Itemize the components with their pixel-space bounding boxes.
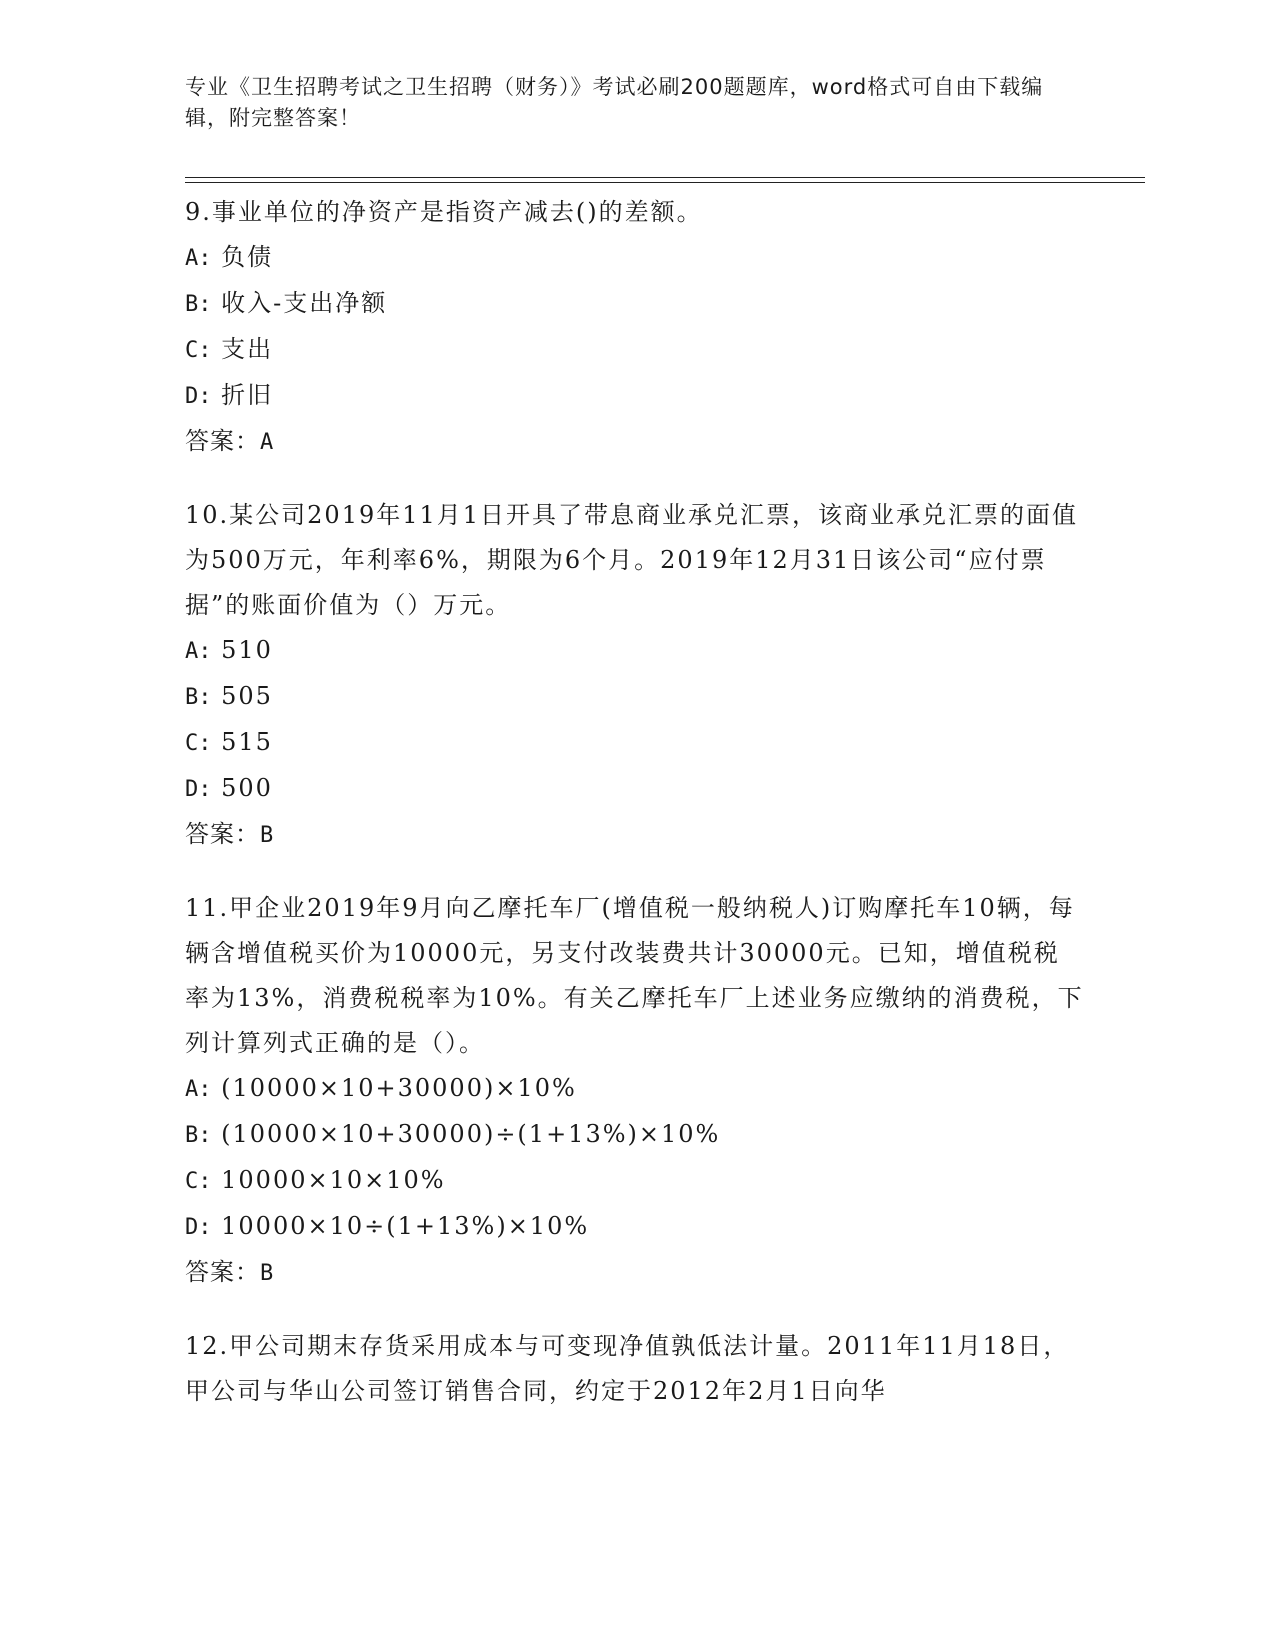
option-letter: B: bbox=[185, 685, 212, 710]
answer-value: B bbox=[260, 823, 275, 848]
question-stem: 10.某公司2019年11月1日开具了带息商业承兑汇票，该商业承兑汇票的面值为500万元，年利率6%，期限为6个月。2019年12月31日该公司“应付票据”的账面价值为（）万元。 bbox=[185, 501, 1079, 619]
option-a bbox=[185, 1066, 1085, 1112]
header-divider-bottom bbox=[185, 182, 1145, 183]
option-b bbox=[185, 281, 1085, 327]
option-letter: D: bbox=[185, 384, 212, 409]
option-text: 负债 bbox=[221, 243, 274, 271]
answer-line bbox=[185, 419, 1085, 465]
option-a bbox=[185, 235, 1085, 281]
option-text: 支出 bbox=[221, 335, 274, 363]
option-c bbox=[185, 1158, 1085, 1204]
option-letter: C: bbox=[185, 338, 212, 363]
question-stem: 12.甲公司期末存货采用成本与可变现净值孰低法计量。2011年11月18日，甲公司与华山公司签订销售合同，约定于2012年2月1日向华 bbox=[185, 1332, 1070, 1405]
answer-label: 答案： bbox=[185, 427, 260, 455]
answer-line bbox=[185, 1250, 1085, 1296]
option-text: 折旧 bbox=[221, 381, 274, 409]
option-text: (10000×10+30000)÷(1+13%)×10% bbox=[221, 1120, 721, 1148]
answer-line bbox=[185, 812, 1085, 858]
option-d bbox=[185, 373, 1085, 419]
question-stem: 11.甲企业2019年9月向乙摩托车厂(增值税一般纳税人)订购摩托车10辆，每辆含增值税买价为10000元，另支付改装费共计30000元。已知，增值税税率为13%，消费税税率为10%。有关乙摩托车厂上述业务应缴纳的消费税，下列计算列式正确的是（）。 bbox=[185, 894, 1084, 1057]
option-b bbox=[185, 674, 1085, 720]
option-b bbox=[185, 1112, 1085, 1158]
option-d bbox=[185, 766, 1085, 812]
option-letter: A: bbox=[185, 639, 212, 664]
option-text: 10000×10÷(1+13%)×10% bbox=[221, 1212, 590, 1240]
answer-value: B bbox=[260, 1261, 275, 1286]
answer-value: A bbox=[260, 430, 275, 455]
option-a bbox=[185, 628, 1085, 674]
option-letter: A: bbox=[185, 246, 212, 271]
question-stem: 9.事业单位的净资产是指资产减去()的差额。 bbox=[185, 198, 703, 226]
option-letter: B: bbox=[185, 292, 212, 317]
option-text: 505 bbox=[221, 682, 273, 710]
option-letter: D: bbox=[185, 1215, 212, 1240]
document-header bbox=[185, 72, 1065, 134]
answer-label: 答案： bbox=[185, 1258, 260, 1286]
header-divider-top bbox=[185, 177, 1145, 178]
option-letter: C: bbox=[185, 1169, 212, 1194]
option-text: 500 bbox=[221, 774, 273, 802]
option-letter: C: bbox=[185, 731, 212, 756]
option-d bbox=[185, 1204, 1085, 1250]
option-text: 510 bbox=[221, 636, 273, 664]
question-10 bbox=[185, 493, 1085, 858]
option-text: 收入-支出净额 bbox=[221, 289, 388, 317]
option-c bbox=[185, 327, 1085, 373]
option-letter: B: bbox=[185, 1123, 212, 1148]
option-letter: A: bbox=[185, 1077, 212, 1102]
question-9 bbox=[185, 190, 1085, 465]
answer-label: 答案： bbox=[185, 820, 260, 848]
option-text: 10000×10×10% bbox=[221, 1166, 446, 1194]
question-12 bbox=[185, 1324, 1085, 1414]
question-11 bbox=[185, 886, 1085, 1296]
option-letter: D: bbox=[185, 777, 212, 802]
option-text: (10000×10+30000)×10% bbox=[221, 1074, 577, 1102]
option-c bbox=[185, 720, 1085, 766]
header-intro-text: 专业《卫生招聘考试之卫生招聘（财务）》考试必刷200题题库，word格式可自由下载编辑，附完整答案！ bbox=[185, 75, 1044, 130]
question-list bbox=[185, 190, 1085, 1442]
option-text: 515 bbox=[221, 728, 273, 756]
